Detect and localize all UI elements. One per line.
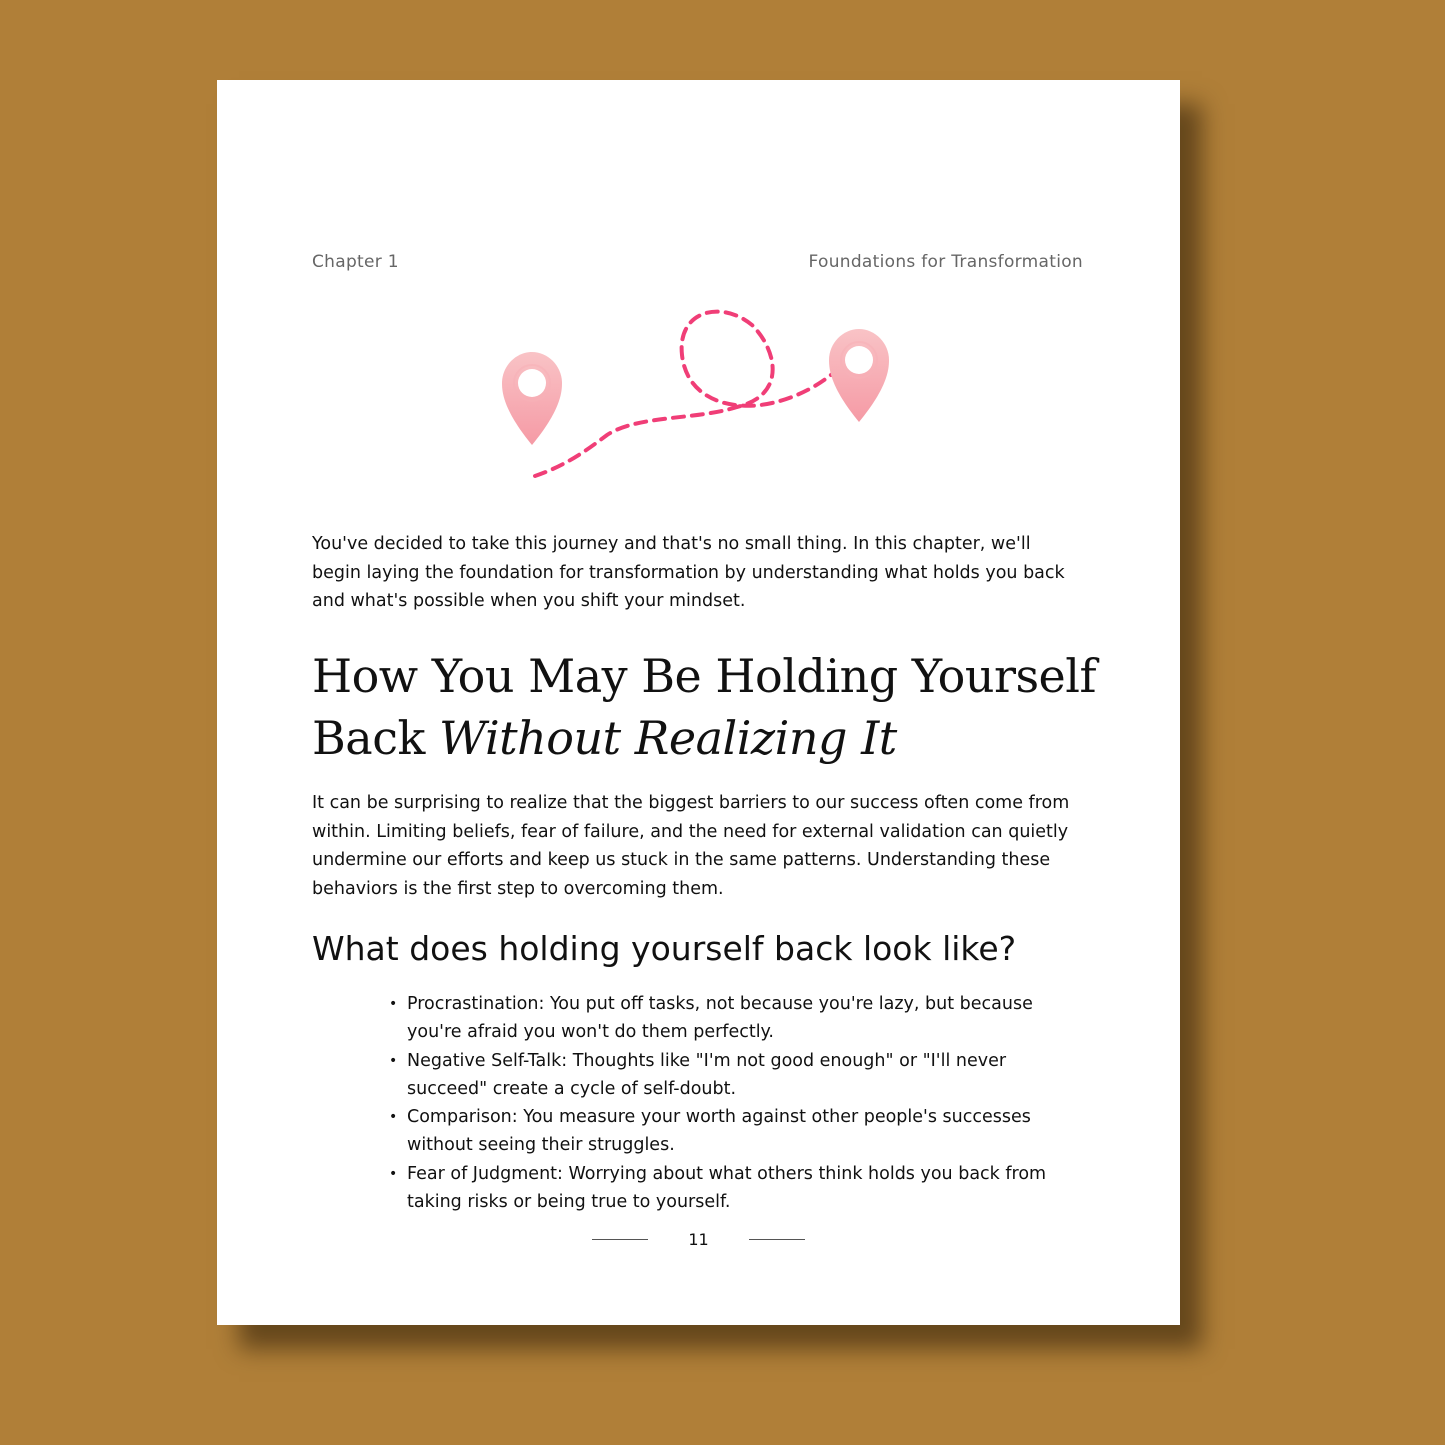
main-heading-italic: Without Realizing It [439, 711, 897, 765]
list-item-text: Procrastination: You put off tasks, not because you're lazy, but because you're afraid you won't do them perfectly. [407, 994, 1033, 1043]
list-item-text: Fear of Judgment: Worrying about what others think holds you back from taking risks or being true to yourself. [407, 1163, 1047, 1213]
list-item [385, 1103, 1085, 1160]
bullet-marker: • [389, 1052, 398, 1069]
end-map-pin-icon [829, 329, 889, 422]
page-footer [217, 1230, 1180, 1249]
sub-heading: What does holding yourself back look like? [312, 929, 1017, 968]
footer-rule-left [592, 1239, 648, 1240]
bullet-marker: • [389, 996, 398, 1012]
main-heading [312, 645, 1112, 769]
list-item-text: Negative Self-Talk: Thoughts like "I'm not good enough" or "I'll never succeed" create a cycle of self-doubt. [407, 1050, 1007, 1099]
list-item-text: Comparison: You measure your worth against other people's successes without seeing their struggles. [407, 1107, 1031, 1156]
list-item [385, 1047, 1085, 1104]
running-head-chapter: Chapter 1 [312, 252, 399, 272]
list-item [385, 990, 1085, 1047]
book-page [217, 80, 1180, 1325]
journey-illustration [497, 250, 897, 490]
page-number: 11 [688, 1230, 709, 1249]
intro-paragraph: You've decided to take this journey and that's no small thing. In this chapter, we'll begin laying the foundation for transformation by understanding what holds you back and what's possible when you shift your mindset. [312, 534, 1065, 611]
list-item [385, 1160, 1085, 1217]
bullet-marker: • [389, 1165, 398, 1182]
start-map-pin-icon [502, 352, 562, 445]
bullet-marker: • [389, 1109, 398, 1126]
dashed-route [535, 312, 855, 476]
main-heading-regular: How You May Be Holding Yourself Back [312, 649, 1097, 765]
bullet-list [385, 990, 1085, 1216]
footer-rule-right [749, 1239, 805, 1240]
body-paragraph: It can be surprising to realize that the biggest barriers to our success often come from within. Limiting beliefs, fear of failure, and the need for external validation can quietly undermine our efforts and keep us stuck in the same patterns. Understanding these behaviors is the first step to overcoming them. [312, 793, 1070, 899]
running-head-section: Foundations for Transformation [808, 252, 1083, 272]
